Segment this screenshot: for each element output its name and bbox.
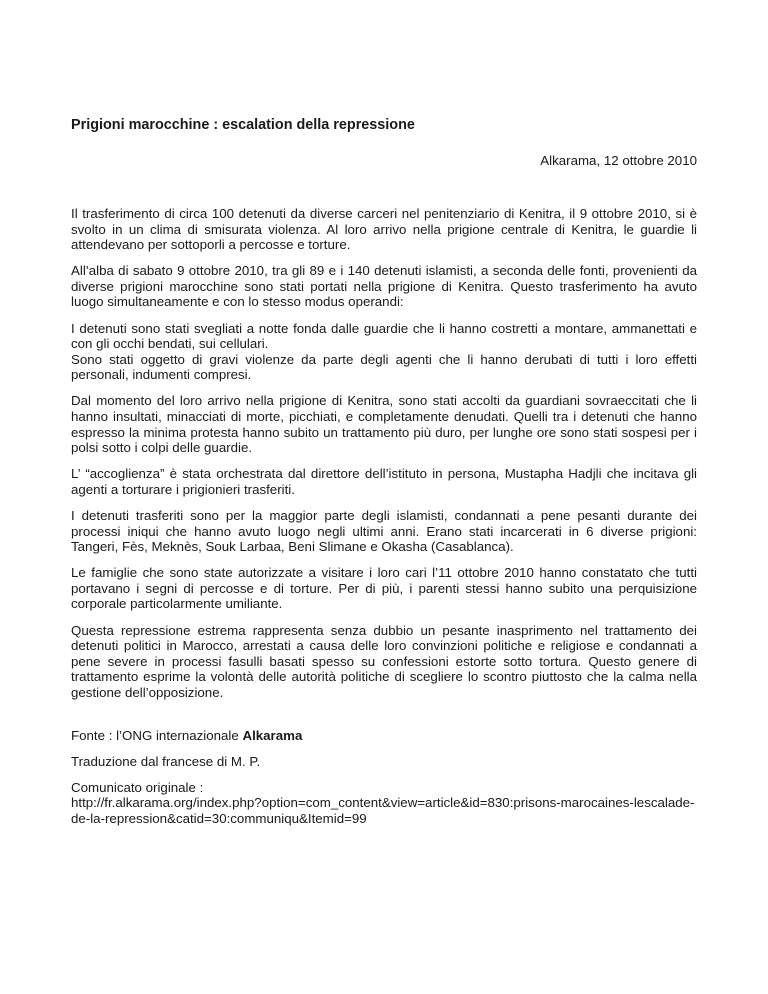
original-label: Comunicato originale :	[71, 779, 204, 795]
paragraph-5: Dal momento del loro arrivo nella prigione di Kenitra, sono stati accolti da guardiani sovraeccitati che li hanno insultati, minacciati di morte, picchiati, e completamente denudati. Quelli tra i detenuti che hanno espresso la minima protesta hanno subito un trattamento più duro, per lunghe ore sono stati sospesi per i polsi sotto i colpi delle guardie.	[71, 393, 697, 456]
paragraph-9: Questa repressione estrema rappresenta senza dubbio un pesante inasprimento nel trattamento dei detenuti politici in Marocco, arrestati a causa delle loro convinzioni politiche e religiose e condannati a pene severe in processi fasulli basati spesso su confessioni estorte sotto tortura. Questo genere di trattamento esprime la volontà delle autorità politiche di scegliere lo scontro piuttosto che la calma nella gestione dell’opposizione.	[71, 622, 697, 700]
source-line	[71, 728, 697, 744]
translation-credit: Traduzione dal francese di M. P.	[71, 753, 261, 769]
document-title: Prigioni marocchine : escalation della repressione	[71, 117, 415, 133]
paragraph-3: I detenuti sono stati svegliati a notte fonda dalle guardie che li hanno costretti a montare, ammanettati e con gli occhi bendati, sui cellulari.	[71, 320, 697, 352]
paragraph-6: L’ “accoglienza” è stata orchestrata dal direttore dell’istituto in persona, Mustapha Hadjli che incitava gli agenti a torturare i prigionieri trasferiti.	[71, 466, 697, 497]
source-prefix: Fonte : l’ONG internazionale	[71, 727, 243, 743]
paragraph-2: All’alba di sabato 9 ottobre 2010, tra gli 89 e i 140 detenuti islamisti, a seconda delle fonti, provenienti da diverse prigioni marocchine sono stati portati nella prigione di Kenitra. Questo trasferimento ha avuto luogo simultaneamente e con lo stesso modus operandi:	[71, 263, 697, 310]
original-url-link[interactable]: http://fr.alkarama.org/index.php?option=com_content&view=article&id=830:prisons-marocaines-lescalade-de-la-repression&catid=30:communiqu&Itemid=99	[71, 795, 695, 826]
paragraph-7: I detenuti trasferiti sono per la maggior parte degli islamisti, condannati a pene pesanti durante dei processi iniqui che hanno avuto luogo negli ultimi anni. Erano stati incarcerati in 6 diverse prigioni: Tangeri, Fès, Meknès, Souk Larbaa, Beni Slimane e Okasha (Casablanca).	[71, 508, 697, 555]
paragraph-8: Le famiglie che sono state autorizzate a visitare i loro cari l’11 ottobre 2010 hanno constatato che tutti portavano i segni di percosse e di torture. Per di più, i parenti stessi hanno subito una perquisizione corporale particolarmente umiliante.	[71, 565, 697, 612]
paragraph-1: Il trasferimento di circa 100 detenuti da diverse carceri nel penitenziario di Kenitra, il 9 ottobre 2010, si è svolto in un clima di smisurata violenza. Al loro arrivo nella prigione centrale di Kenitra, le guardie li attendevano per sottoporli a percosse e torture.	[71, 206, 697, 253]
document-body	[71, 206, 697, 837]
paragraph-4: Sono stati oggetto di gravi violenze da parte degli agenti che li hanno derubati di tutti i loro effetti personali, indumenti compresi.	[71, 351, 697, 383]
source-organization: Alkarama	[242, 727, 303, 743]
dateline: Alkarama, 12 ottobre 2010	[540, 153, 697, 168]
